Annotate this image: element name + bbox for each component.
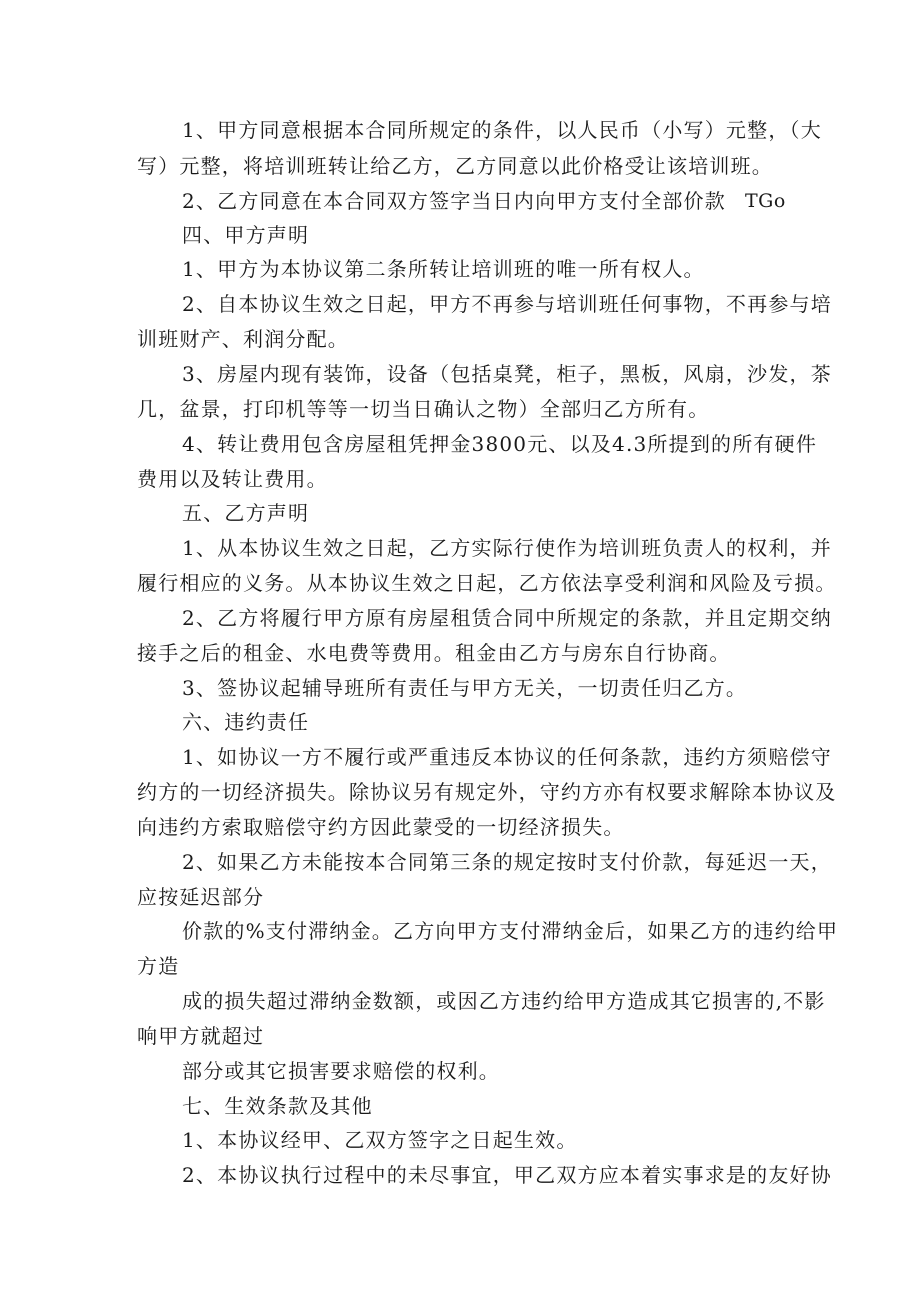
text-line: 3、房屋内现有装饰，设备（包括桌凳，柜子，黑板，风扇，沙发，茶 xyxy=(182,362,832,386)
text-line: 费用以及转让费用。 xyxy=(137,467,328,491)
text-line: 训班财产、利润分配。 xyxy=(137,327,349,351)
text-line: 约方的一切经济损失。除协议另有规定外，守约方亦有权要求解除本协议及 xyxy=(137,780,837,804)
text-line: 1、甲方同意根据本合同所规定的条件，以人民币（小写）元整，（大 xyxy=(182,118,822,142)
text-line: 2、如果乙方未能按本合同第三条的规定按时支付价款，每延迟一天， xyxy=(182,850,832,874)
section-heading: 七、生效条款及其他 xyxy=(182,1094,373,1118)
section-heading: 六、违约责任 xyxy=(182,710,310,734)
section-heading: 五、乙方声明 xyxy=(182,501,310,525)
text-line: 1、从本协议生效之日起，乙方实际行使作为培训班负责人的权利，并 xyxy=(182,536,832,560)
inline-tag: TGo xyxy=(745,190,786,212)
text-line: 3、签协议起辅导班所有责任与甲方无关，一切责任归乙方。 xyxy=(182,676,748,700)
text-line: 接手之后的租金、水电费等费用。租金由乙方与房东自行协商。 xyxy=(137,641,731,665)
text-line: 1、本协议经甲、乙双方签字之日起生效。 xyxy=(182,1128,578,1152)
text-line: 履行相应的义务。从本协议生效之日起，乙方依法享受利润和风险及亏损。 xyxy=(137,571,837,595)
text-line: 1、如协议一方不履行或严重违反本协议的任何条款，违约方须赔偿守 xyxy=(182,745,832,769)
text-line: 2、乙方将履行甲方原有房屋租赁合同中所规定的条款，并且定期交纳 xyxy=(182,606,832,630)
text-line: 部分或其它损害要求赔偿的权利。 xyxy=(182,1059,500,1083)
text-line: 1、甲方为本协议第二条所转让培训班的唯一所有权人。 xyxy=(182,257,705,281)
text-line: 价款的%支付滞纳金。乙方向甲方支付滞纳金后，如果乙方的违约给甲 xyxy=(182,919,839,943)
text-line: 2、乙方同意在本合同双方签字当日内向甲方支付全部价款 xyxy=(182,189,726,213)
text-line: 方造 xyxy=(137,954,180,978)
text-line: 几，盆景，打印机等等一切当日确认之物）全部归乙方所有。 xyxy=(137,397,710,421)
text-line: 写）元整，将培训班转让给乙方，乙方同意以此价格受让该培训班。 xyxy=(137,154,773,178)
text-line: 2、自本协议生效之日起，甲方不再参与培训班任何事物，不再参与培 xyxy=(182,292,832,316)
text-line: 2、本协议执行过程中的未尽事宜，甲乙双方应本着实事求是的友好协 xyxy=(182,1163,832,1187)
text-line: 4、转让费用包含房屋租凭押金3800元、以及4.3所提到的所有硬件 xyxy=(182,432,818,456)
text-line: 应按延迟部分 xyxy=(137,885,265,909)
section-heading: 四、甲方声明 xyxy=(182,223,310,247)
text-line: 向违约方索取赔偿守约方因此蒙受的一切经济损失。 xyxy=(137,815,625,839)
text-line: 成的损失超过滞纳金数额，或因乙方违约给甲方造成其它损害的,不影 xyxy=(182,989,826,1013)
text-line: 响甲方就超过 xyxy=(137,1024,265,1048)
